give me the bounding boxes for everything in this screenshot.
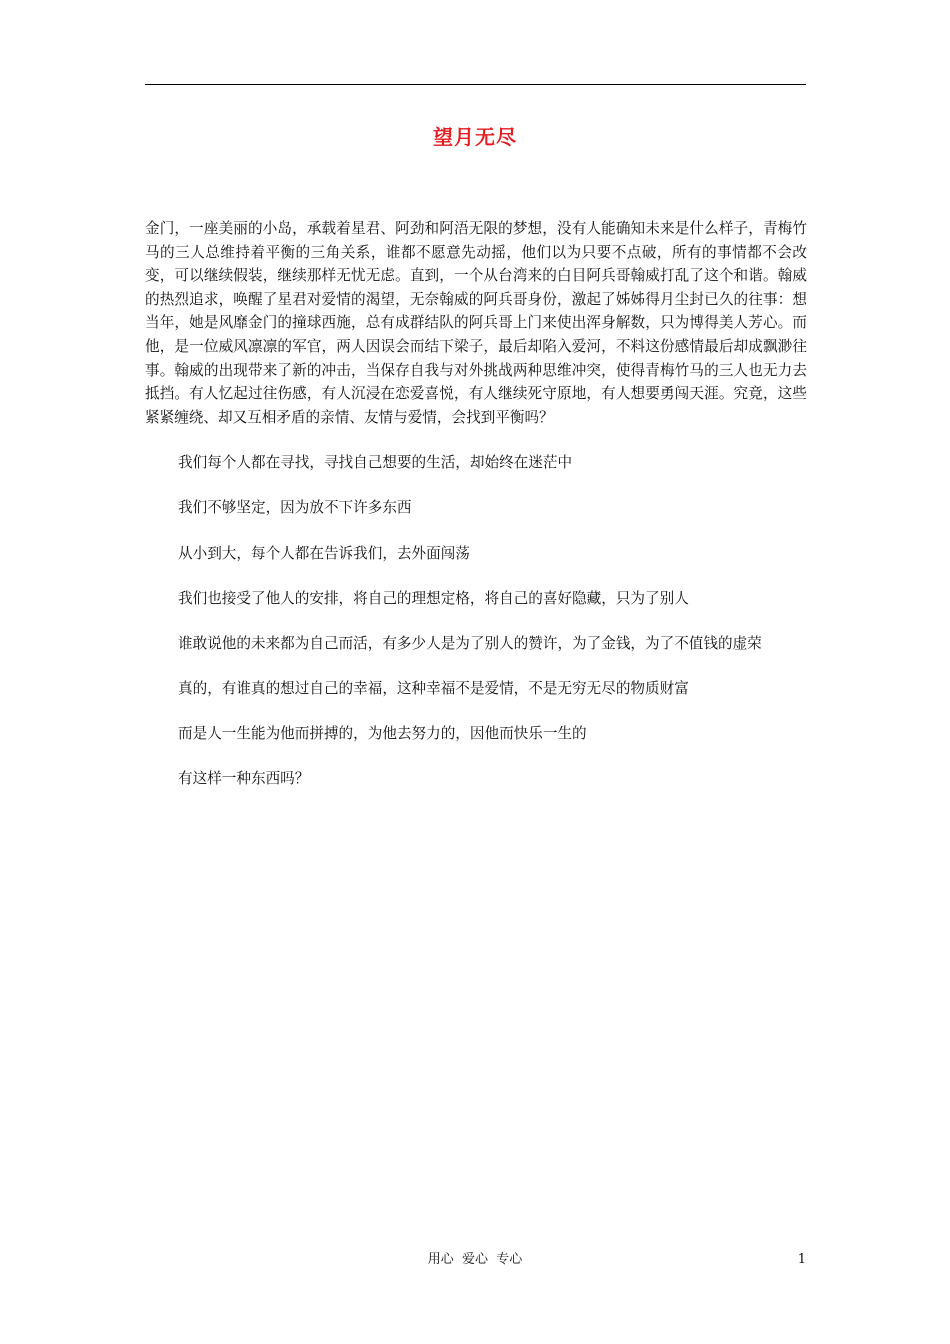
verse-lines — [145, 451, 807, 790]
document-title: 望月无尽 — [433, 125, 517, 149]
page-number: 1 — [797, 1252, 806, 1267]
verse-line: 有这样一种东西吗？ — [178, 770, 310, 787]
verse-line: 我们每个人都在寻找，寻找自己想要的生活，却始终在迷茫中 — [178, 454, 573, 472]
document-body — [145, 217, 807, 791]
verse-line: 从小到大，每个人都在告诉我们，去外面闯荡 — [178, 544, 470, 562]
footer-motto: 用心 爱心 专心 — [427, 1252, 523, 1267]
intro-paragraph: 金门，一座美丽的小岛，承载着星君、阿劲和阿浯无限的梦想，没有人能确知未来是什么样子，青梅竹马的三人总维持着平衡的三角关系，谁都不愿意先动摇，他们以为只要不点破，所有的事情都不会改变，可以继续假装，继续那样无忧无虑。直到，一个从台湾来的白目阿兵哥翰威打乱了这个和谐。翰威的热烈追求，唤醒了星君对爱情的渴望，无奈翰威的阿兵哥身份，激起了姊姊得月尘封已久的往事：想当年，她是风靡金门的撞球西施，总有成群结队的阿兵哥上门来使出浑身解数，只为博得美人芳心。而他，是一位威风凛凛的军官，两人因误会而结下梁子，最后却陷入爱河，不料这份感情最后却成飘渺往事。翰威的出现带来了新的冲击，当保存自我与对外挑战两种思维冲突，使得青梅竹马的三人也无力去抵挡。有人忆起过往伤感，有人沉浸在恋爱喜悦，有人继续死守原地，有人想要勇闯天涯。究竟，这些紧紧缠绕、却又互相矛盾的亲情、友情与爱情，会找到平衡吗？ — [145, 220, 807, 426]
verse-line: 我们不够坚定，因为放不下许多东西 — [178, 499, 412, 517]
header-rule — [145, 84, 806, 85]
verse-line: 我们也接受了他人的安排，将自己的理想定格，将自己的喜好隐藏，只为了别人 — [178, 589, 689, 607]
verse-line: 真的，有谁真的想过自己的幸福，这种幸福不是爱情，不是无穷无尽的物质财富 — [178, 679, 689, 697]
verse-line: 而是人一生能为他而拼搏的，为他去努力的，因他而快乐一生的 — [178, 724, 587, 742]
verse-line: 谁敢说他的未来都为自己而活，有多少人是为了别人的赞许，为了金钱，为了不值钱的虚荣 — [178, 634, 762, 652]
